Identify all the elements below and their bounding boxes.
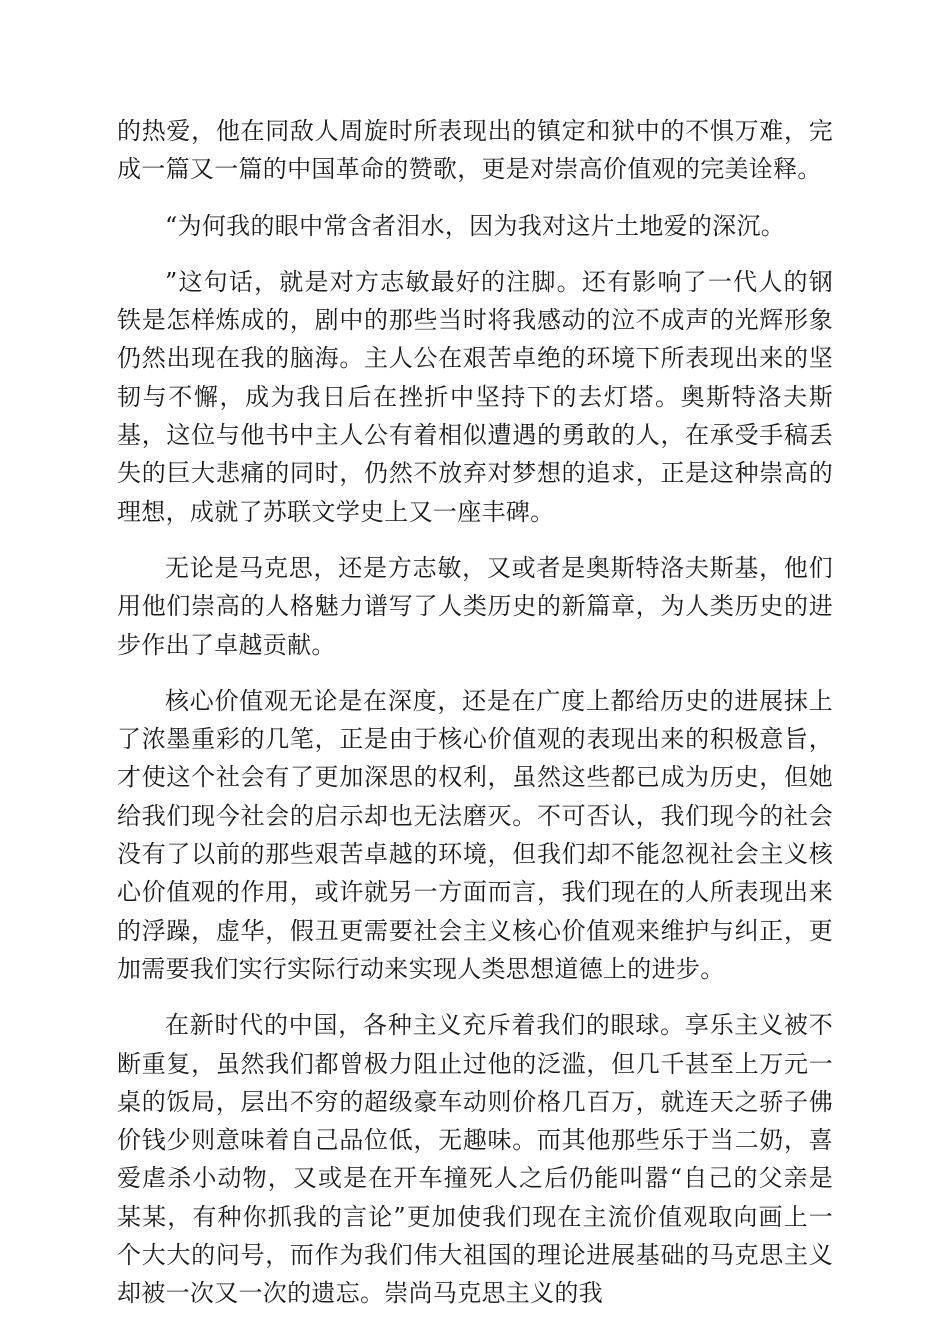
document-page — [117, 112, 833, 1313]
paragraph-5: 核心价值观无论是在深度，还是在广度上都给历史的进展抹上了浓墨重彩的几笔，正是由于核心价值观的表现出来的积极意旨，才使这个社会有了更加深思的权利，虽然这些都已成为历史，但她给我们现今社会的启示却也无法磨灭。不可否认，我们现今的社会没有了以前的那些艰苦卓越的环境，但我们却不能忽视社会主义核心价值观的作用，或许就另一方面而言，我们现在的人所表现出来的浮躁，虚华，假丑更需要社会主义核心价值观来维护与纠正，更加需要我们实行实际行动来实现人类思想道德上的进步。 — [117, 686, 833, 983]
paragraph-4: 无论是马克思，还是方志敏，又或者是奥斯特洛夫斯基，他们用他们崇高的人格魅力谱写了人类历史的新篇章，为人类历史的进步作出了卓越贡献。 — [117, 553, 833, 659]
paragraph-1: 的热爱，他在同敌人周旋时所表现出的镇定和狱中的不惧万难，完成一篇又一篇的中国革命的赞歌，更是对崇高价值观的完美诠释。 — [117, 117, 833, 184]
paragraph-3: ”这句话，就是对方志敏最好的注脚。还有影响了一代人的钢铁是怎样炼成的，剧中的那些当时将我感动的泣不成声的光辉形象仍然出现在我的脑海。主人公在艰苦卓绝的环境下所表现出来的坚韧与不懈，成为我日后在挫折中坚持下的去灯塔。奥斯特洛夫斯基，这位与他书中主人公有着相似遭遇的勇敢的人，在承受手稿丢失的巨大悲痛的同时，仍然不放弃对梦想的追求，正是这种崇高的理想，成就了苏联文学史上又一座丰碑。 — [117, 267, 833, 526]
paragraph-2: “为何我的眼中常含者泪水，因为我对这片土地爱的深沉。 — [165, 211, 786, 240]
paragraph-6: 在新时代的中国，各种主义充斥着我们的眼球。享乐主义被不断重复，虽然我们都曾极力阻止过他的泛滥，但几千甚至上万元一桌的饭局，层出不穷的超级豪车动则价格几百万，就连天之骄子佛价钱少则意味着自己品位低，无趣味。而其他那些乐于当二奶，喜爱虐杀小动物，又或是在开车撞死人之后仍能叫嚣“自己的父亲是某某，有种你抓我的言论”更加使我们现在主流价值观取向画上一个大大的问号，而作为我们伟大祖国的理论进展基础的马克思主义却被一次又一次的遗忘。崇尚马克思主义的我 — [117, 1011, 833, 1308]
